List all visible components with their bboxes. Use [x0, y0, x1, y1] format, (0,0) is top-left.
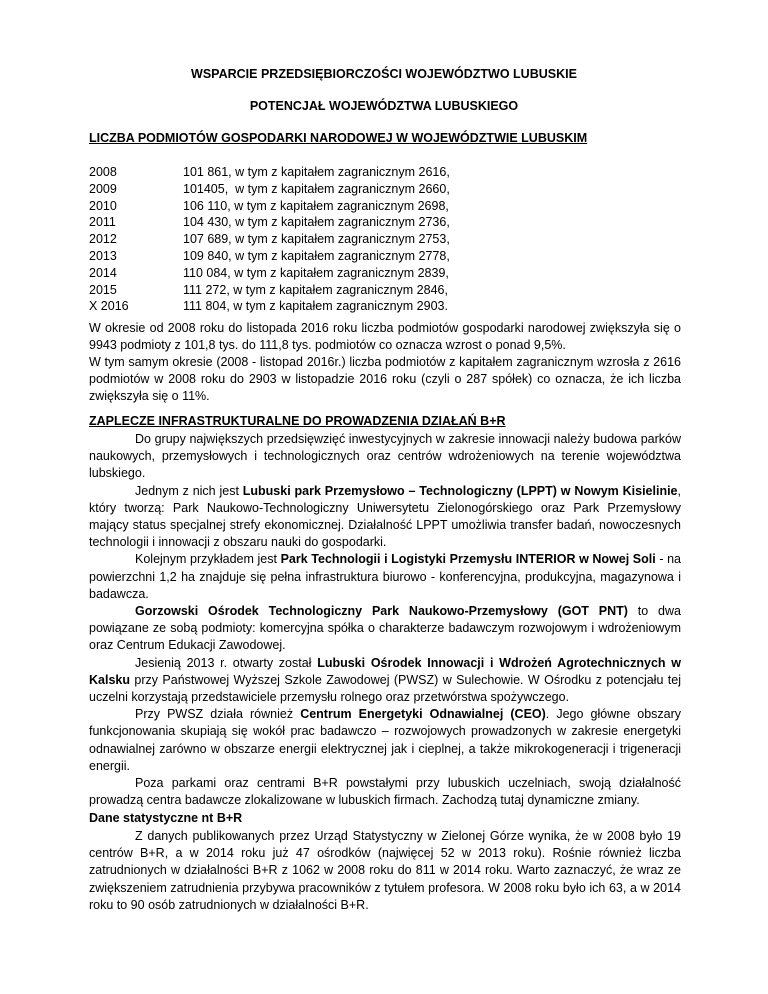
paragraph-text: to dwa powiązane ze sobą podmioty: komercyjna spółka o charakterze badawczym rozwojowym i wdrożeniowym oraz Centrum Edukacji Zawodowej.: [89, 604, 681, 653]
section-heading-infrastructure: ZAPLECZE INFRASTRUKTURALNE DO PROWADZENIA DZIAŁAŃ B+R: [89, 414, 506, 428]
value-cell: 110 084, w tym z kapitałem zagranicznym 2839,: [183, 265, 449, 280]
year-cell: 2011: [89, 215, 116, 230]
paragraph: [89, 551, 681, 603]
paragraph: Do grupy największych przedsięwzięć inwestycyjnych w zakresie innowacji należy budowa parków naukowych, przemysłowych i technologicznych oraz centrów wdrożeniowych na terenie województwa lubskiego.: [89, 432, 681, 481]
table-row: [89, 198, 450, 215]
paragraph-text: przy Państwowej Wyższej Szkole Zawodowej (PWSZ) w Sulechowie. W Ośrodku z potencjału tej uczelni korzystają przedstawiciele przemysłu rolnego oraz przetwórstwa spożywczego.: [89, 672, 681, 705]
value-cell: 111 272, w tym z kapitałem zagranicznym 2846,: [183, 282, 448, 297]
paragraph-text: , który tworzą: Park Naukowo-Technologiczny Uniwersytetu Zielonogórskiego oraz Park Przemysłowy mający status specjalnej strefy ekonomicznej. Działalność LPPT umożliwia transfer badań, nowoczesnych technologii i innowacji z obszaru nauki do gospodarki.: [89, 483, 681, 550]
value-cell: 101405, w tym z kapitałem zagranicznym 2660,: [183, 181, 450, 196]
document-title: WSPARCIE PRZEDSIĘBIORCZOŚCI WOJEWÓDZTWO LUBUSKIE: [191, 67, 577, 81]
year-cell: 2012: [89, 232, 117, 247]
value-cell: 101 861, w tym z kapitałem zagranicznym 2616,: [183, 165, 450, 179]
entities-table: [89, 164, 450, 315]
paragraph: [89, 603, 681, 655]
interior-park-name: Park Technologii i Logistyki Przemysłu INTERIOR w Nowej Soli: [280, 552, 656, 567]
document-subtitle: POTENCJAŁ WOJEWÓDZTWA LUBUSKIEGO: [249, 99, 519, 113]
statistics-paragraph: Z danych publikowanych przez Urząd Statystyczny w Zielonej Górze wynika, że w 2008 było 19 centrów B+R, a w 2014 roku już 47 ośrodków (najwięcej 52 w 2013 roku). Rośnie również liczba zatrudnionych w działalności B+R z 1062 w 2008 roku do 811 w 2014 roku. Warto zaznaczyć, że wraz ze zwiększeniem zatrudnienia przybywa pracowników z tytułem profesora. W 2008 roku było ich 63, a w 2014 roku to 90 osób zatrudnionych w działalności B+R.: [89, 829, 681, 912]
year-cell: 2014: [89, 265, 117, 280]
table-row: [89, 282, 450, 299]
table-row: [89, 164, 450, 181]
lppt-name: Lubuski park Przemysłowo – Technologiczny (LPPT) w Nowym Kisielinie: [242, 483, 678, 498]
table-row: [89, 265, 450, 282]
paragraph-text: Jesienią 2013 r. otwarty został: [135, 655, 318, 670]
paragraph-text: Jednym z nich jest: [135, 483, 243, 498]
kalsk-center-name: Lubuski Ośrodek Innowacji i Wdrożeń Agrotechnicznych w Kalsku: [89, 655, 681, 687]
table-row: [89, 231, 450, 248]
year-cell: X 2016: [89, 299, 129, 314]
year-cell: 2008: [89, 165, 117, 179]
table-row: [89, 181, 450, 198]
infrastructure-text: [89, 431, 681, 809]
section-heading-statistics: Dane statystyczne nt B+R: [89, 811, 243, 825]
paragraph-text: . Jego główne obszary funkcjonowania skupiają się wokół prac badawczo – rozwojowych prowadzonych w zakresie energetyki odnawialnej zarówno w obszarze energii elektrycznej jak i cieplnej, a także mikrokogeneracji i trigeneracji energii.: [89, 707, 682, 773]
section-heading-entities: LICZBA PODMIOTÓW GOSPODARKI NARODOWEJ W WOJEWÓDZTWIE LUBUSKIM: [89, 131, 588, 145]
got-pnt-name: Gorzowski Ośrodek Technologiczny Park Naukowo-Przemysłowy (GOT PNT): [135, 604, 628, 619]
value-cell: 107 689, w tym z kapitałem zagranicznym 2753,: [183, 232, 450, 247]
paragraph: [89, 706, 681, 775]
value-cell: 111 804, w tym z kapitałem zagranicznym 2903.: [183, 299, 448, 314]
paragraph-text: Kolejnym przykładem jest: [135, 552, 281, 567]
table-row: [89, 248, 450, 265]
value-cell: 106 110, w tym z kapitałem zagranicznym 2698,: [183, 198, 449, 213]
year-cell: 2010: [89, 198, 117, 213]
year-cell: 2009: [89, 181, 117, 196]
table-row: [89, 298, 450, 315]
paragraph-text: Przy PWSZ działa również: [135, 707, 301, 722]
entities-growth-paragraph: W okresie od 2008 roku do listopada 2016 roku liczba podmiotów gospodarki narodowej zwiększyła się o 9943 podmioty z 101,8 tys. do 111,8 tys. podmiotów co oznacza wzrost o ponad 9,5%.: [89, 321, 681, 353]
year-cell: 2015: [89, 282, 117, 297]
table-row: [89, 214, 450, 231]
year-cell: 2013: [89, 248, 117, 263]
paragraph: [89, 655, 681, 707]
paragraph-text: - na powierzchni 1,2 ha znajduje się pełna infrastruktura biurowo - konferencyjna, produkcyjna, magazynowa i badawcza.: [89, 552, 681, 601]
value-cell: 104 430, w tym z kapitałem zagranicznym 2736,: [183, 215, 450, 230]
paragraph: [89, 483, 681, 552]
foreign-capital-paragraph: W tym samym okresie (2008 - listopad 2016r.) liczba podmiotów z kapitałem zagranicznym wzrosła z 2616 podmiotów w 2008 roku do 2903 w listopadzie 2016 roku (czyli o 287 spółek) co oznacza, że ich liczba zwiększyła się o 11%.: [89, 355, 681, 404]
paragraph: Poza parkami oraz centrami B+R powstałymi przy lubuskich uczelniach, swoją działalność prowadzą centra badawcze zlokalizowane w lubuskich firmach. Zachodzą tutaj dynamiczne zmiany.: [89, 776, 681, 808]
ceo-name: Centrum Energetyki Odnawialnej (CEO): [300, 707, 546, 722]
value-cell: 109 840, w tym z kapitałem zagranicznym 2778,: [183, 248, 450, 263]
